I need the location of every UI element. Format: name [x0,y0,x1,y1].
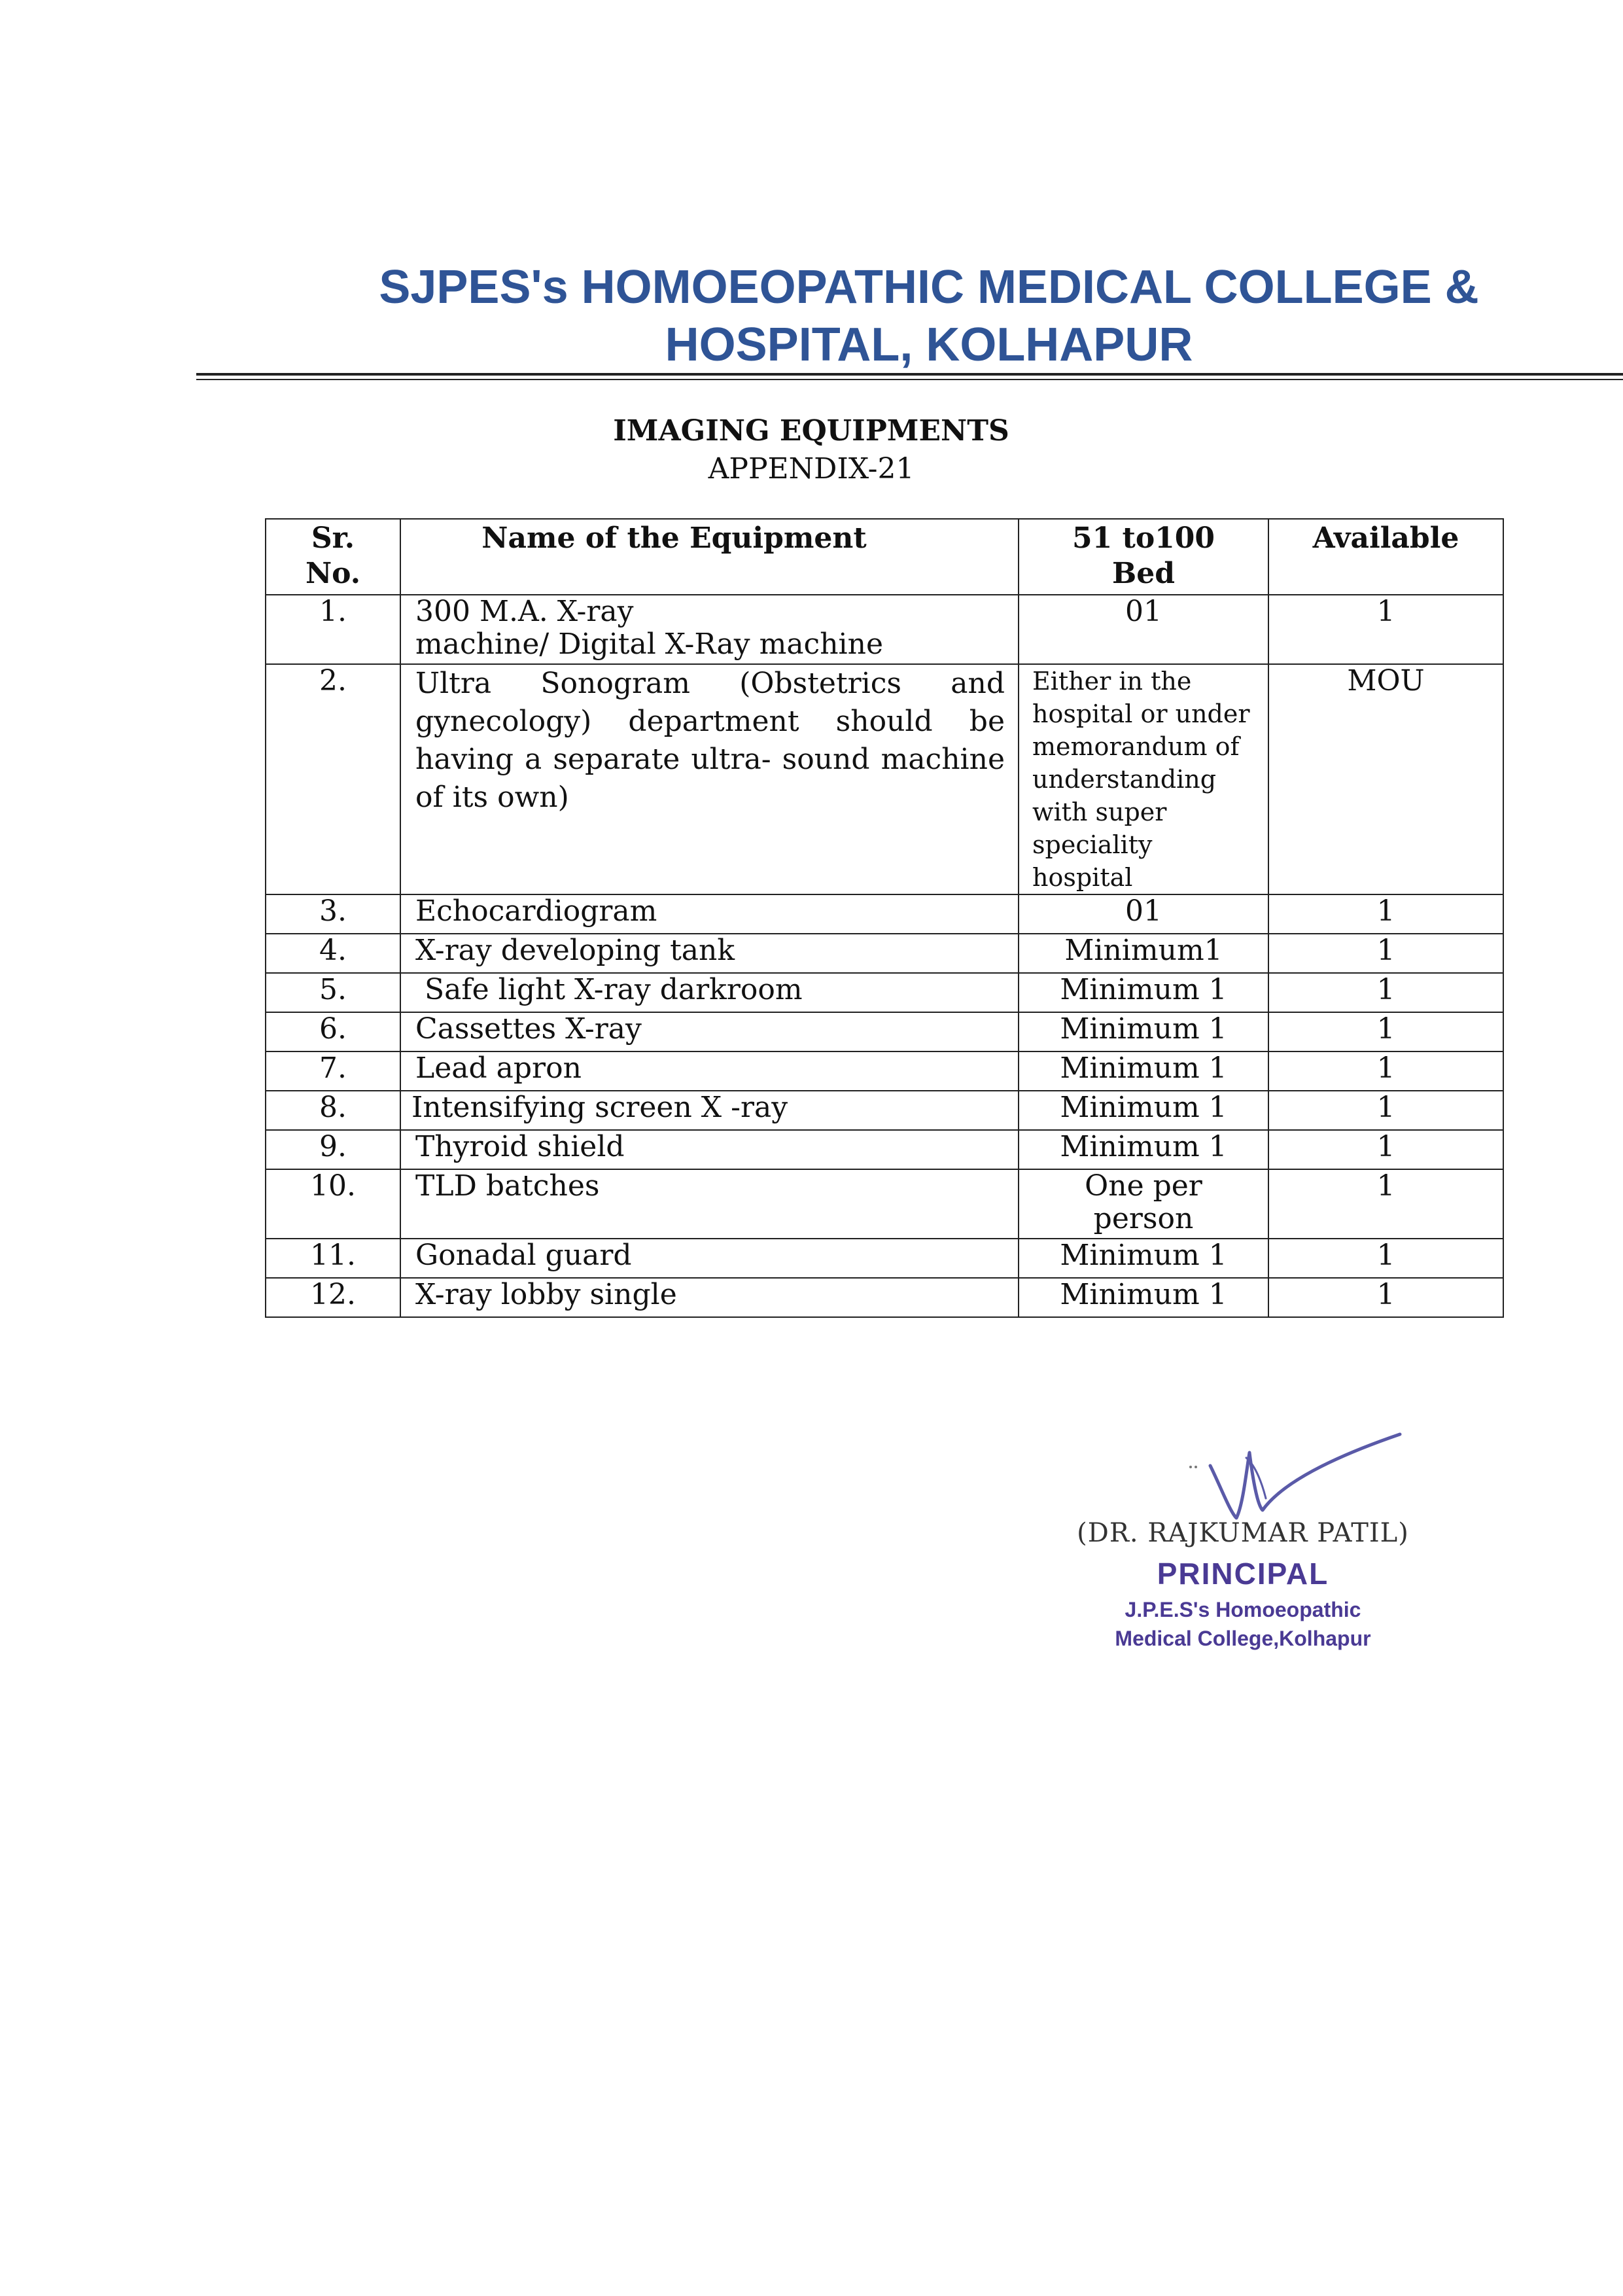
header-sr-line1: Sr. [311,521,355,555]
table-row [266,1051,1503,1091]
header-equipment-name: Name of the Equipment [400,519,1019,595]
row-available: 1 [1268,894,1503,934]
row-sr: 2. [266,664,400,894]
handwritten-signature [1184,1426,1406,1531]
principal-designation: PRINCIPAL [1157,1557,1329,1591]
row-equipment-name: Gonadal guard [400,1239,1019,1278]
header-sr-no [266,519,400,595]
row-available: 1 [1268,1051,1503,1091]
table-row [266,1169,1503,1239]
table-row [266,1091,1503,1130]
row-bed: Minimum 1 [1019,1130,1268,1169]
table-row [266,1130,1503,1169]
row-bed: 01 [1019,894,1268,934]
row-available: 1 [1268,1091,1503,1130]
row-bed: Minimum 1 [1019,1051,1268,1091]
row-equipment-name: Safe light X-ray darkroom [400,973,1019,1012]
row-sr: 11. [266,1239,400,1278]
row-equipment-name: Cassettes X-ray [400,1012,1019,1051]
row-sr: 8. [266,1091,400,1130]
row-available: MOU [1268,664,1503,894]
college-header [301,258,1557,374]
row-equipment-name [400,595,1019,664]
row-available: 1 [1268,973,1503,1012]
row-bed [1019,1169,1268,1239]
college-name-line2: HOSPITAL, KOLHAPUR [665,319,1193,371]
row-bed: Either in the hospital or under memorandum of understanding with super speciality hospital [1019,664,1268,894]
row-available: 1 [1268,1169,1503,1239]
row-available: 1 [1268,1130,1503,1169]
row-bed: Minimum 1 [1019,1091,1268,1130]
row-bed-line2: person [1093,1202,1194,1235]
row-sr: 5. [266,973,400,1012]
row-sr: 6. [266,1012,400,1051]
row-equipment-name: Lead apron [400,1051,1019,1091]
row-equipment-name: X-ray developing tank [400,934,1019,973]
header-bed [1019,519,1268,595]
row-available: 1 [1268,595,1503,664]
table-header-row [266,519,1503,595]
row-available: 1 [1268,1012,1503,1051]
row-name-line2: machine/ Digital X-Ray machine [415,627,883,661]
row-equipment-name: Thyroid shield [400,1130,1019,1169]
header-bed-line2: Bed [1112,557,1175,590]
row-bed: 01 [1019,595,1268,664]
header-available: Available [1268,519,1503,595]
row-equipment-name: Echocardiogram [400,894,1019,934]
header-rule-thin [196,379,1623,380]
row-equipment-name: X-ray lobby single [400,1278,1019,1317]
row-bed: Minimum 1 [1019,1278,1268,1317]
row-equipment-name: TLD batches [400,1169,1019,1239]
header-bed-line1: 51 to100 [1072,521,1215,555]
row-available: 1 [1268,1278,1503,1317]
row-available: 1 [1268,1239,1503,1278]
table-row [266,934,1503,973]
college-name-line1: SJPES's HOMOEOPATHIC MEDICAL COLLEGE & [379,261,1479,313]
table-row [266,595,1503,664]
header-rule-thick [196,373,1623,376]
row-sr: 9. [266,1130,400,1169]
principal-signature-block [1047,1426,1439,1662]
table-row [266,1012,1503,1051]
principal-name: (DR. RAJKUMAR PATIL) [1077,1518,1409,1548]
row-sr: 10. [266,1169,400,1239]
row-sr: 7. [266,1051,400,1091]
row-equipment-name: Intensifying screen X -ray [400,1091,1019,1130]
equipment-table [265,518,1504,1318]
row-sr: 3. [266,894,400,934]
row-sr: 12. [266,1278,400,1317]
row-available: 1 [1268,934,1503,973]
table-row [266,664,1503,894]
row-bed: Minimum1 [1019,934,1268,973]
row-bed: Minimum 1 [1019,1239,1268,1278]
row-equipment-name: Ultra Sonogram (Obstetrics and gynecology) department should be having a separate ultra- sound machine of its own) [400,664,1019,894]
row-bed: Minimum 1 [1019,973,1268,1012]
row-bed-line1: One per [1085,1169,1202,1203]
row-name-line1: 300 M.A. X-ray [415,595,634,628]
table-row [266,1239,1503,1278]
stamp-line2: Medical College,Kolhapur [1115,1627,1371,1650]
row-sr: 4. [266,934,400,973]
stamp-line1: J.P.E.S's Homoeopathic [1125,1598,1361,1621]
row-sr: 1. [266,595,400,664]
document-subtitle: APPENDIX-21 [708,452,915,486]
row-bed: Minimum 1 [1019,1012,1268,1051]
document-title: IMAGING EQUIPMENTS [613,414,1009,448]
table-row [266,1278,1503,1317]
table-row [266,973,1503,1012]
table-row [266,894,1503,934]
header-sr-line2: No. [305,557,361,590]
